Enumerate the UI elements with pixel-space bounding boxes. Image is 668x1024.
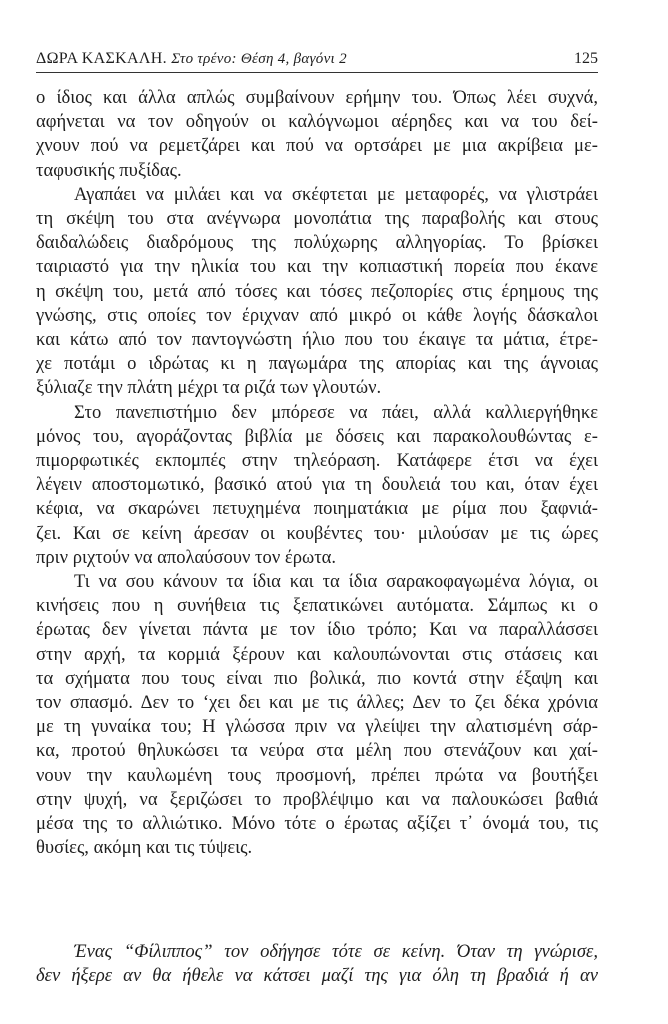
paragraph (36, 401, 598, 570)
text-line: πιμορφωτικές εκπομπές στην τηλεόραση. Κατάφερε έτσι να έχει (36, 450, 598, 472)
text-line: έρωτας δεν γίνεται πάντα με τον ίδιο τρόπο; Και να παραλλάσσει (36, 619, 598, 641)
text-line: Στο πανεπιστήμιο δεν μπόρεσε να πάει, αλλά καλλιεργήθηκε (74, 401, 598, 423)
text-line: ταιριαστό για την ηλικία του και την κοπιαστική πορεία που έκανε (36, 256, 598, 278)
header-rule (36, 72, 598, 73)
text-line: τον σπασμό. Δεν το ‘χει δει και με τις άλλες; Δεν το ζει δέκα χρόνια (36, 692, 598, 714)
paragraph (36, 86, 598, 183)
text-line: κα, προτού θηλυκώσει τα νεύρα στα μέλη που στενάζουν και χαί- (36, 740, 598, 762)
text-line: και κάτω από τον παντογνώστη ήλιο που του έκαιγε τα μάτια, έτρε- (36, 329, 598, 351)
text-line: γνώσης, στις οποίες τον έριχναν από μικρό οι κάθε λογής δάσκαλοι (36, 304, 598, 326)
page-number: 125 (574, 50, 598, 67)
text-line: τη σκέψη του στα ανέγνωρα μονοπάτια της παραβολής και στους (36, 208, 598, 230)
text-line: θυσίες, ακόμη και τις τύψεις. (36, 837, 253, 859)
text-line: πριν ριχτούν να απολαύσουν τον έρωτα. (36, 546, 337, 568)
book-title: Στο τρένο: Θέση 4, βαγόνι 2 (171, 51, 347, 67)
text-line: ταφυσικής πυξίδας. (36, 159, 182, 181)
text-line: τα σχήματα που τους είναι πιο βολικά, πιο κοντά στην έξαψη και (36, 667, 598, 689)
paragraph (36, 570, 598, 860)
text-line: στην ψυχή, να ξεριζώσει το προβλέψιμο και να παλουκώσει βαθιά (36, 788, 598, 810)
author-name: ΔΩΡΑ ΚΑΣΚΑΛΗ. (36, 50, 167, 67)
text-line: δεν ήξερε αν θα ήθελε να κάτσει μαζί της για όλη τη βραδιά ή αν (36, 965, 598, 987)
text-line: χε ποτάμι ο ιδρώτας κι η παγωμάρα της απορίας και της άγνοιας (36, 353, 598, 375)
text-line: λέγειν αποστομωτικό, βασικό ατού για τη δουλειά του και, όταν έχει (36, 474, 598, 496)
text-line: χνουν πού να ρεμετζάρει και πού να ορτσάρει με μια ακρίβεια με- (36, 135, 598, 157)
text-line: αφήνεται να τον οδηγούν οι καλόγνωμοι αέρηδες και να του δεί- (36, 111, 598, 133)
running-head (36, 48, 598, 70)
text-line: ξύλιαζε την πλάτη μέχρι τα ριζά των γλουτών. (36, 377, 382, 399)
paragraph (36, 183, 598, 401)
text-line: κινήσεις που η συνήθεια τις ξεπατικώνει αυτόματα. Σάμπως κι ο (36, 595, 598, 617)
text-line: η σκέψη του, μετά από τόσες και τόσες πεζοπορίες στις έρημους της (36, 280, 598, 302)
text-line: Ένας “Φίλιππος” τον οδήγησε τότε σε κείνη. Όταν τη γνώρισε, (74, 941, 598, 962)
text-line: κέφια, να σκαρώνει πετυχημένα ποιηματάκια με ρίμα που ξαφνιά- (36, 498, 598, 520)
text-line: στην αρχή, τα κορμιά ξέρουν και καλουπώνονται στις στάσεις και (36, 643, 598, 665)
text-line: ζει. Και σε κείνη άρεσαν οι κουβέντες του· μιλούσαν με τις ώρες (36, 522, 598, 544)
text-line: μόνος του, αγοράζοντας βιβλία με δόσεις και παρακολουθώντας ε- (36, 425, 598, 447)
text-line: νουν την καυλωμένη τους προσμονή, πρέπει πρώτα να βουτήξει (36, 764, 598, 786)
text-line: δαιδαλώδεις διαδρόμους της πολύχωρης αλληγορίας. Το βρίσκει (36, 232, 598, 254)
running-head-text (36, 48, 347, 70)
text-line: Αγαπάει να μιλάει και να σκέφτεται με μεταφορές, να γλιστράει (74, 183, 598, 205)
body-text (36, 86, 598, 861)
closing-paragraph (36, 940, 598, 988)
text-line: ο ίδιος και άλλα απλώς συμβαίνουν ερήμην του. Όπως λέει συχνά, (36, 87, 598, 108)
text-line: Τι να σου κάνουν τα ίδια και τα ίδια σαρακοφαγωμένα λόγια, οι (74, 571, 598, 593)
text-line: μέσα της το αλλιώτικο. Μόνο τότε ο έρωτας αξίζει τ᾽ όνομά του, τις (36, 813, 598, 835)
text-line: με τη γυναίκα του; Η γλώσσα πριν να γλείψει την αλατισμένη σάρ- (36, 716, 598, 738)
